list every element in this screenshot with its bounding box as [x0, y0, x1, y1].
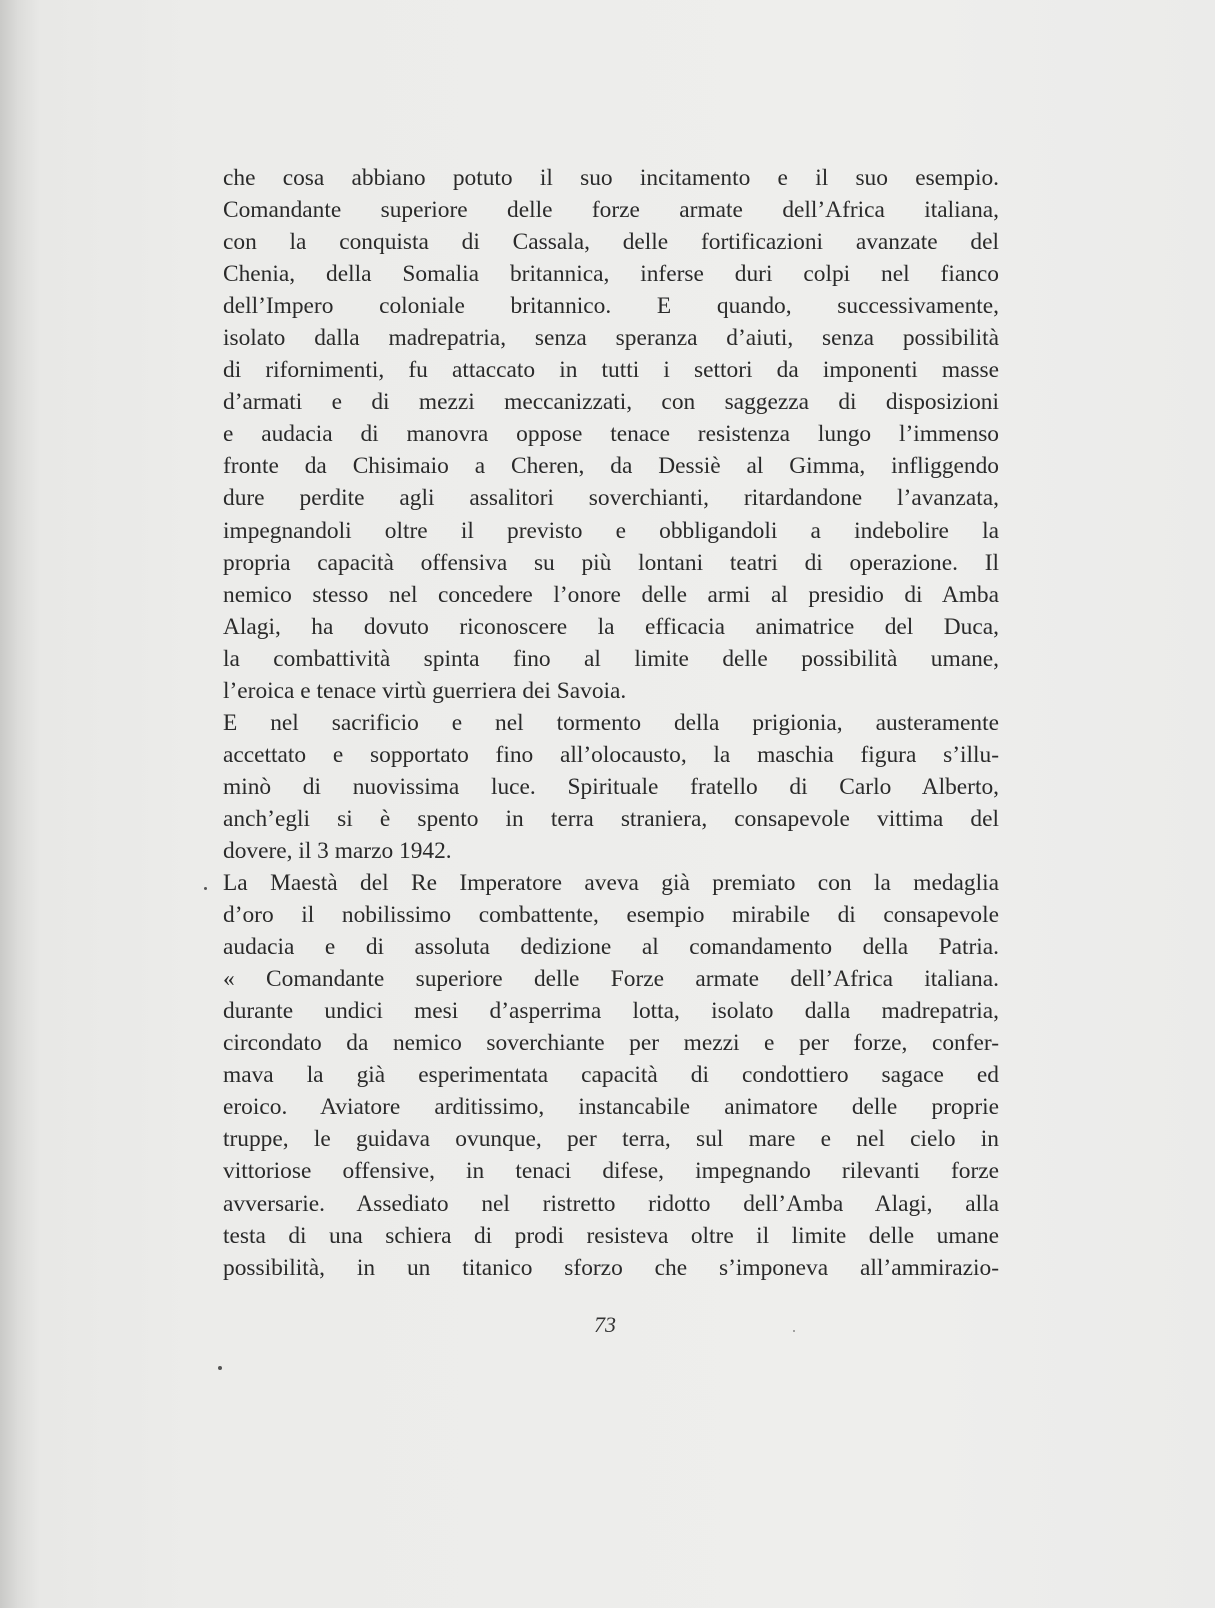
text-line: Chenia, della Somalia britannica, inferse duri colpi nel fianco	[223, 261, 999, 288]
text-line: « Comandante superiore delle Forze armate dell’Africa italiana.	[223, 966, 999, 993]
text-line: possibilità, in un titanico sforzo che s’imponeva all’ammirazio-	[223, 1254, 999, 1281]
paper-speck	[218, 1366, 222, 1370]
text-line: Comandante superiore delle forze armate dell’Africa italiana,	[223, 197, 999, 224]
text-line: isolato dalla madrepatria, senza speranza d’aiuti, senza possibilità	[223, 325, 999, 352]
text-line: fronte da Chisimaio a Cheren, da Dessiè al Gimma, infliggendo	[223, 453, 999, 480]
text-line: d’armati e di mezzi meccanizzati, con saggezza di disposizioni	[223, 389, 999, 416]
text-line: e audacia di manovra oppose tenace resistenza lungo l’immenso	[223, 421, 999, 448]
text-line: circondato da nemico soverchiante per mezzi e per forze, confer-	[223, 1030, 999, 1057]
text-line: accettato e sopportato fino all’olocausto, la maschia figura s’illu-	[223, 741, 999, 768]
text-line: dovere, il 3 marzo 1942.	[223, 837, 452, 864]
paper-speck	[204, 887, 207, 890]
text-line: che cosa abbiano potuto il suo incitamento e il suo esempio.	[223, 165, 999, 191]
text-line: impegnandoli oltre il previsto e obbligandoli a indebolire la	[223, 517, 999, 544]
text-line: nemico stesso nel concedere l’onore delle armi al presidio di Amba	[223, 581, 999, 608]
text-line: avversarie. Assediato nel ristretto ridotto dell’Amba Alagi, alla	[223, 1190, 999, 1217]
page-number: 73	[594, 1312, 616, 1337]
text-line: di rifornimenti, fu attaccato in tutti i settori da imponenti masse	[223, 357, 999, 384]
text-line: mava la già esperimentata capacità di condottiero sagace ed	[223, 1062, 999, 1089]
text-line: dure perdite agli assalitori soverchianti, ritardandone l’avanzata,	[223, 485, 999, 512]
text-line: La Maestà del Re Imperatore aveva già premiato con la medaglia	[223, 870, 999, 897]
text-line: anch’egli si è spento in terra straniera, consapevole vittima del	[223, 805, 999, 832]
text-line: d’oro il nobilissimo combattente, esempio mirabile di consapevole	[223, 902, 999, 929]
text-line: truppe, le guidava ovunque, per terra, sul mare e nel cielo in	[223, 1126, 999, 1153]
text-line: eroico. Aviatore arditissimo, instancabile animatore delle proprie	[223, 1094, 999, 1121]
body-text	[223, 162, 999, 1284]
text-line: Alagi, ha dovuto riconoscere la efficacia animatrice del Duca,	[223, 613, 999, 640]
text-line: la combattività spinta fino al limite delle possibilità umane,	[223, 645, 999, 672]
text-line: vittoriose offensive, in tenaci difese, impegnando rilevanti forze	[223, 1158, 999, 1185]
text-line: audacia e di assoluta dedizione al comandamento della Patria.	[223, 934, 999, 961]
text-line: con la conquista di Cassala, delle fortificazioni avanzate del	[223, 229, 999, 256]
text-line: propria capacità offensiva su più lontani teatri di operazione. Il	[223, 549, 999, 576]
text-line: testa di una schiera di prodi resisteva oltre il limite delle umane	[223, 1222, 999, 1249]
text-line: minò di nuovissima luce. Spirituale fratello di Carlo Alberto,	[223, 773, 999, 800]
text-line: l’eroica e tenace virtù guerriera dei Savoia.	[223, 677, 627, 704]
paper-speck	[793, 1330, 795, 1332]
text-line: E nel sacrificio e nel tormento della prigionia, austeramente	[223, 709, 999, 736]
text-line: dell’Impero coloniale britannico. E quando, successivamente,	[223, 293, 999, 320]
text-line: durante undici mesi d’asperrima lotta, isolato dalla madrepatria,	[223, 998, 999, 1025]
